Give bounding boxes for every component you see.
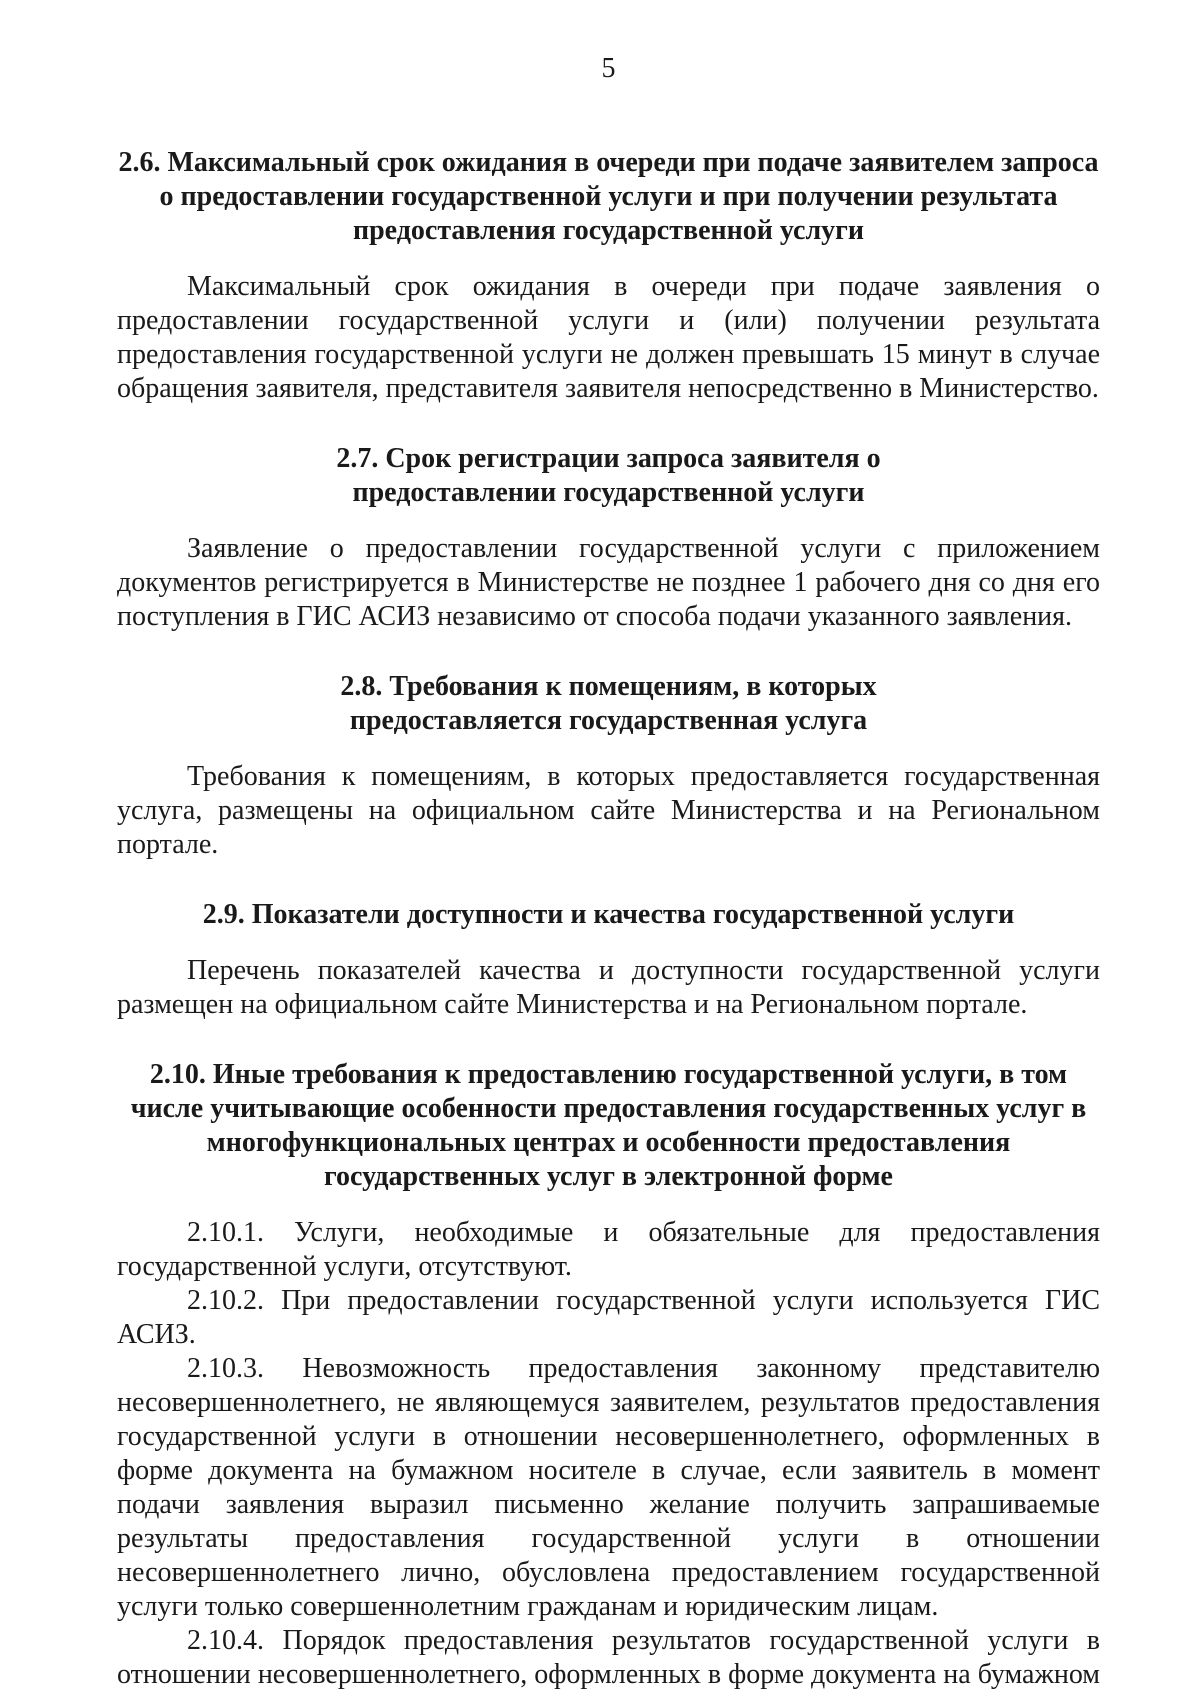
section-2-8-body: Требования к помещениям, в которых предоставляется государственная услуга, размещены на официальном сайте Министерства и на Региональном портале. <box>117 761 1100 860</box>
section-2-9-body: Перечень показателей качества и доступности государственной услуги размещен на официальном сайте Министерства и на Региональном портале. <box>117 955 1100 1020</box>
section-2-10-paragraph-2: 2.10.2. При предоставлении государственной услуги используется ГИС АСИЗ. <box>117 1285 1100 1350</box>
section-2-10-paragraph-3: 2.10.3. Невозможность предоставления законному представителю несовершеннолетнего, не являющемуся заявителем, результатов предоставления государственной услуги в отношении несовершеннолетнего, оформленных в форме документа на бумажном носителе в случае, если заявитель в момент подачи заявления выразил письменно желание получить запрашиваемые результаты предоставления государственной услуги в отношении несовершеннолетнего лично, обусловлена предоставлением государственной услуги только совершеннолетним гражданам и юридическим лицам. <box>117 1353 1100 1622</box>
section-2-8-title: 2.8. Требования к помещениям, в которых предоставляется государственная услуга <box>340 671 877 736</box>
section-2-10-paragraph-1: 2.10.1. Услуги, необходимые и обязательные для предоставления государственной услуги, отсутствуют. <box>117 1217 1100 1282</box>
section-2-10-paragraph-4: 2.10.4. Порядок предоставления результатов государственной услуги в отношении несовершеннолетнего, оформленных в форме документа на бумажном <box>117 1625 1100 1690</box>
section-2-6-body: Максимальный срок ожидания в очереди при подаче заявления о предоставлении государственной услуги и (или) получении результата предоставления государственной услуги не должен превышать 15 минут в случае обращения заявителя, представителя заявителя непосредственно в Министерство. <box>117 271 1100 404</box>
section-2-7-title: 2.7. Срок регистрации запроса заявителя о предоставлении государственной услуги <box>336 443 881 508</box>
section-2-10-title: 2.10. Иные требования к предоставлению государственной услуги, в том числе учитывающие особенности предоставления государственных услуг в многофункциональных центрах и особенности предоставления государственных услуг в электронной форме <box>130 1059 1087 1192</box>
section-2-7-body: Заявление о предоставлении государственной услуги с приложением документов регистрируется в Министерстве не позднее 1 рабочего дня со дня его поступления в ГИС АСИЗ независимо от способа подачи указанного заявления. <box>117 533 1100 632</box>
section-2-6-title: 2.6. Максимальный срок ожидания в очереди при подаче заявителем запроса о предоставлении государственной услуги и при получении результата предоставления государственной услуги <box>118 147 1099 246</box>
page-number: 5 <box>601 53 616 84</box>
section-2-9-title: 2.9. Показатели доступности и качества государственной услуги <box>202 899 1015 930</box>
